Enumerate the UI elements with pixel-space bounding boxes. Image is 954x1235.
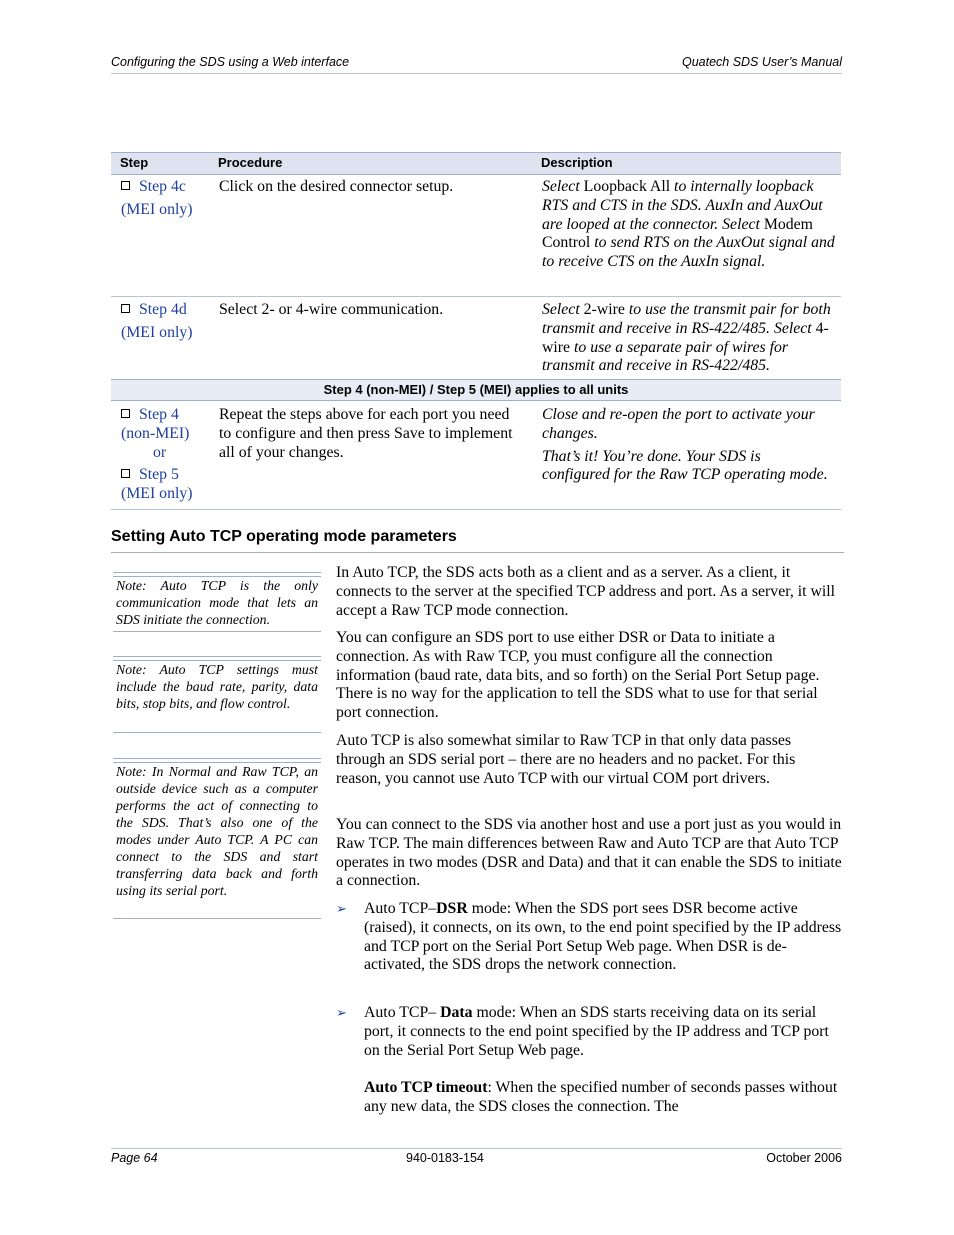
row-divider xyxy=(111,509,841,510)
table-row-description: Select 2-wire to use the transmit pair for both transmit and receive in RS-422/485. Select 4-wire to use a separate pair of wires for transmit and receive in RS-422/485. xyxy=(542,301,831,375)
table-row-procedure: Select 2- or 4-wire communication. xyxy=(219,301,444,318)
footer-date: October 2006 xyxy=(766,1151,842,1165)
body-paragraph: Auto TCP is also somewhat similar to Raw TCP in that only data passes through an SDS serial port – there are no headers and no packet. For this reason, you cannot use Auto TCP with our virtual COM port drivers. xyxy=(336,732,796,787)
sidebar-note: Note: Auto TCP is the only communication mode that lets an SDS initiate the connection. xyxy=(116,578,318,627)
column-header-description: Description xyxy=(541,155,613,170)
note-rule xyxy=(113,732,321,733)
table-row-step: Step 4d (MEI only) xyxy=(121,301,193,341)
sidebar-note: Note: In Normal and Raw TCP, an outside device such as a computer performs the act of connecting to the SDS. That’s also one of the modes under Auto TCP. A PC can connect to the SDS and start transferring data back and forth using its serial port. xyxy=(116,764,318,898)
header-rule xyxy=(111,73,842,74)
note-rule xyxy=(113,572,321,573)
body-paragraph: You can configure an SDS port to use either DSR or Data to initiate a connection. As with Raw TCP, you must configure all the connection information (baud rate, data bits, and so forth) on the Serial Port Setup page. There is no way for the application to tell the SDS what to use for that serial port connection. xyxy=(336,629,820,722)
arrow-bullet-icon: ➢ xyxy=(336,902,347,917)
sidebar-note: Note: Auto TCP settings must include the baud rate, parity, data bits, stop bits, and flow control. xyxy=(116,662,318,711)
note-rule xyxy=(113,631,321,632)
page-number: Page 64 xyxy=(111,1151,158,1165)
checkbox-bullet-icon xyxy=(121,304,130,313)
table-row-step: Step 4c (MEI only) xyxy=(121,178,193,218)
note-rule xyxy=(113,656,321,657)
timeout-paragraph: Auto TCP timeout: When the specified number of seconds passes without any new data, the SDS closes the connection. The xyxy=(364,1079,838,1115)
table-section-band: Step 4 (non-MEI) / Step 5 (MEI) applies to all units xyxy=(111,379,841,401)
table-row-step: Step 4 (non-MEI) or Step 5 (MEI only) xyxy=(121,406,193,503)
document-number: 940-0183-154 xyxy=(406,1151,484,1165)
table-row-description: Close and re-open the port to activate your changes. That’s it! You’re done. Your SDS is configured for the Raw TCP operating mode. xyxy=(542,406,828,484)
table-row-procedure: Click on the desired connector setup. xyxy=(219,178,454,195)
arrow-bullet-icon: ➢ xyxy=(336,1006,347,1021)
table-row-procedure: Repeat the steps above for each port you need to configure and then press Save to implement all of your changes. xyxy=(219,406,513,461)
section-rule xyxy=(111,552,844,553)
footer-rule xyxy=(111,1148,842,1149)
note-rule xyxy=(113,918,321,919)
bullet-item: Auto TCP– Data mode: When an SDS starts receiving data on its serial port, it connects to the end point specified by the IP address and TCP port on the Serial Port Setup Web page. xyxy=(364,1004,829,1059)
running-header-left: Configuring the SDS using a Web interface xyxy=(111,55,350,69)
column-header-procedure: Procedure xyxy=(218,155,283,170)
body-paragraph: In Auto TCP, the SDS acts both as a client and as a server. As a client, it connects to the server at the specified TCP address and port. As a server, it will accept a Raw TCP mode connection. xyxy=(336,564,836,619)
table-header xyxy=(111,152,841,175)
checkbox-bullet-icon xyxy=(121,409,130,418)
bullet-item: Auto TCP–DSR mode: When the SDS port sees DSR become active (raised), it connects, on its own, to the end point specified by the IP address and TCP port on the Serial Port Setup Web page. When DSR is de-activated, the SDS drops the network connection. xyxy=(364,900,842,974)
table-row-description: Select Loopback All to internally loopback RTS and CTS in the SDS. AuxIn and AuxOut are looped at the connector. Select Modem Control to send RTS on the AuxOut signal and to receive CTS on the AuxIn signal. xyxy=(542,178,835,271)
note-rule xyxy=(113,758,321,759)
section-title: Setting Auto TCP operating mode parameters xyxy=(111,528,457,545)
body-paragraph: You can connect to the SDS via another host and use a port just as you would in Raw TCP. The main differences between Raw and Auto TCP are that Auto TCP operates in two modes (DSR and Data) and that it can enable the SDS to initiate a connection. xyxy=(336,816,842,890)
running-header-right: Quatech SDS User’s Manual xyxy=(681,55,842,69)
row-divider xyxy=(111,296,841,297)
checkbox-bullet-icon xyxy=(121,181,130,190)
checkbox-bullet-icon xyxy=(121,469,130,478)
column-header-step: Step xyxy=(120,155,149,170)
